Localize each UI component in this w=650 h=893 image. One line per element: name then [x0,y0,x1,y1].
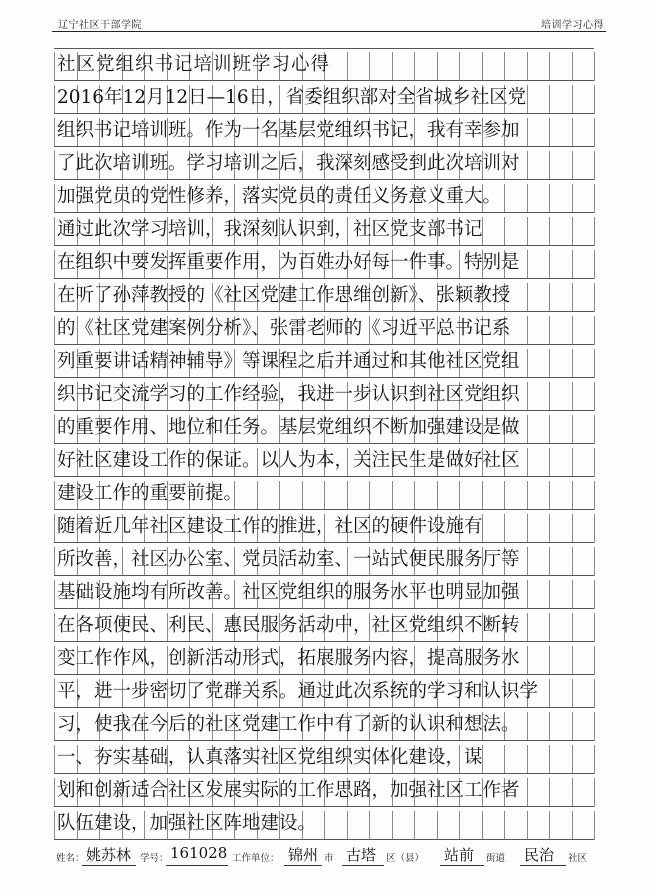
essay-line: 建设工作的重要前提。 [57,483,243,504]
essay-line: 变工作作风，创新活动形式，拓展服务内容，提高服务水 [57,648,520,669]
institution-name: 辽宁社区干部学院 [58,20,142,31]
essay-title-row [54,48,594,81]
essay-line-row [54,708,594,741]
essay-line-row [54,213,594,246]
essay-line: 随着近几年社区建设工作的推进，社区的硬件设施有 [57,516,483,537]
street-suffix: 街道 [486,853,506,864]
city-suffix: 市 [324,853,334,864]
essay-line-row [54,411,594,444]
document-type: 培训学习心得 [541,20,604,31]
name-value: 姚苏林 [86,846,132,864]
essay-line: 的重要作用、地位和任务。基层党组织不断加强建设是做 [57,417,520,438]
essay-line-row [54,147,594,180]
essay-line: 列重要讲话精神辅导》等课程之后并通过和其他社区党组 [57,351,520,372]
essay-line: 习，使我在今后的社区党建工作中有了新的认识和想法。 [57,714,520,735]
student-no-label: 学号： [140,853,169,864]
essay-line-row [54,477,594,510]
essay-line: 所改善，社区办公室、党员活动室、一站式便民服务厅等 [57,549,520,570]
essay-line-row [54,378,594,411]
essay-line-row [54,774,594,807]
street-value: 站前 [444,846,475,864]
work-unit-label: 工作单位： [232,853,280,864]
essay-line: 织书记交流学习的工作经验，我进一步认识到社区党组织 [57,384,520,405]
essay-line: 了此次培训班。学习培训之后，我深刻感受到此次培训对 [57,153,520,174]
essay-line-row [54,180,594,213]
essay-line: 在听了孙萍教授的《社区党建工作思维创新》、张颖教授 [57,285,511,306]
community-value: 民治 [524,846,555,864]
district-suffix: 区（县） [386,853,425,864]
essay-line-row [54,81,594,114]
essay-line-row [54,114,594,147]
essay-line-row [54,246,594,279]
essay-line-row [54,675,594,708]
essay-line-row [54,510,594,543]
essay-line-row [54,543,594,576]
community-suffix: 社区 [568,853,588,864]
essay-line: 队伍建设，加强社区阵地建设。 [57,813,317,834]
essay-line-row [54,312,594,345]
essay-title: 社区党组织书记培训班学习心得 [57,54,331,75]
manuscript-grid [54,48,594,840]
essay-line-row [54,642,594,675]
student-info-footer [56,846,596,868]
essay-line-row [54,444,594,477]
essay-line: 的《社区党建案例分析》、张雷老师的《习近平总书记系 [57,318,511,339]
essay-line: 2016年12月12日—16日，省委组织部对全省城乡社区党 [57,87,527,108]
essay-line: 平，进一步密切了党群关系。通过此次系统的学习和认识学 [57,681,539,702]
essay-line: 基础设施均有所改善。社区党组织的服务水平也明显加强 [57,582,520,603]
essay-line-row [54,741,594,774]
essay-line-row [54,807,594,840]
city-value: 锦州 [288,846,319,864]
essay-line-row [54,279,594,312]
essay-line-row [54,576,594,609]
essay-line: 加强党员的党性修养，落实党员的责任义务意义重大。 [57,186,502,207]
essay-line: 在各项便民、利民、惠民服务活动中，社区党组织不断转 [57,615,520,636]
name-label: 姓名： [56,853,85,864]
student-no-value: 161028 [170,844,228,862]
essay-line: 划和创新适合社区发展实际的工作思路，加强社区工作者 [57,780,520,801]
essay-line: 好社区建设工作的保证。以人为本，关注民生是做好社区 [57,450,520,471]
essay-line-row [54,345,594,378]
essay-line: 组织书记培训班。作为一名基层党组织书记，我有幸参加 [57,120,520,141]
district-value: 古塔 [346,846,377,864]
essay-line: 通过此次学习培训，我深刻认识到，社区党支部书记 [57,219,483,240]
essay-line-row [54,609,594,642]
header-rule [52,31,606,32]
essay-line: 在组织中要发挥重要作用，为百姓办好每一件事。特别是 [57,252,520,273]
essay-line: 一、夯实基础，认真落实社区党组织实体化建设，谋 [57,747,483,768]
